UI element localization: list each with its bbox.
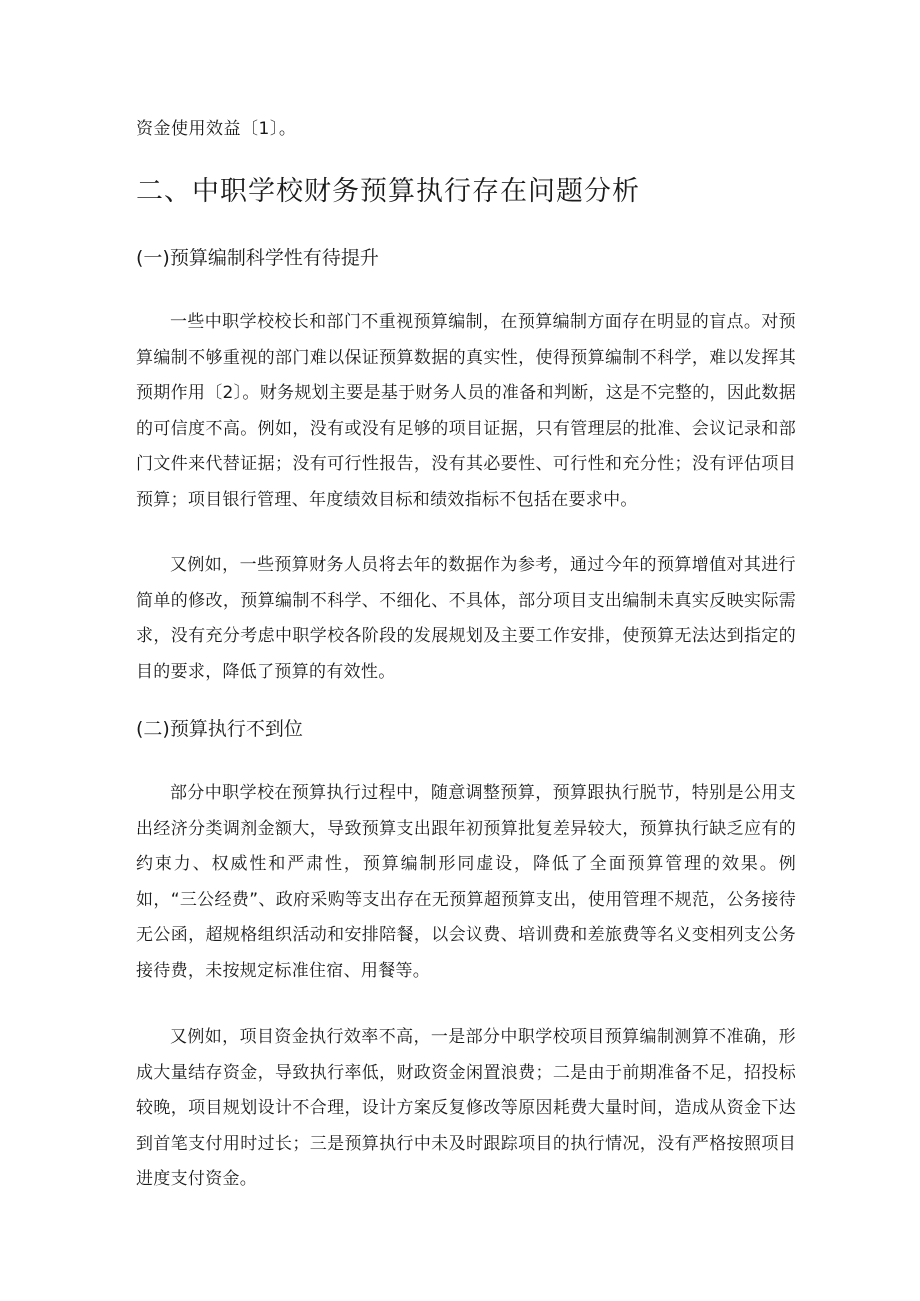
section-title: 二、中职学校财务预算执行存在问题分析 xyxy=(136,176,640,207)
subsection-2-body-2 xyxy=(136,1020,796,1198)
subsection-1-body xyxy=(136,305,796,518)
intro-line: 资金使用效益〔1〕。 xyxy=(136,119,297,139)
paragraph: 一些中职学校校长和部门不重视预算编制，在预算编制方面存在明显的盲点。对预算编制不够重视的部门难以保证预算数据的真实性，使得预算编制不科学，难以发挥其预期作用〔2〕。财务规划主要是基于财务人员的准备和判断，这是不完整的，因此数据的可信度不高。例如，没有或没有足够的项目证据，只有管理层的批准、会议记录和部门文件来代替证据；没有可行性报告，没有其必要性、可行性和充分性；没有评估项目预算；项目银行管理、年度绩效目标和绩效指标不包括在要求中。 xyxy=(136,312,797,510)
subsection-1-body-2 xyxy=(136,548,796,690)
subsection-2-title: (二)预算执行不到位 xyxy=(136,718,303,740)
paragraph: 又例如，项目资金执行效率不高，一是部分中职学校项目预算编制测算不准确，形成大量结存资金，导致执行率低，财政资金闲置浪费；二是由于前期准备不足，招投标较晚，项目规划设计不合理，设计方案反复修改等原因耗费大量时间，造成从资金下达到首笔支付用时过长；三是预算执行中未及时跟踪项目的执行情况，没有严格按照项目进度支付资金。 xyxy=(136,1027,796,1189)
paragraph: 部分中职学校在预算执行过程中，随意调整预算，预算跟执行脱节，特别是公用支出经济分类调剂金额大，导致预算支出跟年初预算批复差异较大，预算执行缺乏应有的约束力、权威性和严肃性，预算编制形同虚设，降低了全面预算管理的效果。例如，“三公经费”、政府采购等支出存在无预算超预算支出，使用管理不规范，公务接待无公函，超规格组织活动和安排陪餐，以会议费、培训费和差旅费等名义变相列支公务接待费，未按规定标准住宿、用餐等。 xyxy=(136,783,796,981)
paragraph: 又例如，一些预算财务人员将去年的数据作为参考，通过今年的预算增值对其进行简单的修改，预算编制不科学、不细化、不具体，部分项目支出编制未真实反映实际需求，没有充分考虑中职学校各阶段的发展规划及主要工作安排，使预算无法达到指定的目的要求，降低了预算的有效性。 xyxy=(136,555,796,682)
subsection-2-body xyxy=(136,776,796,989)
subsection-1-title: (一)预算编制科学性有待提升 xyxy=(136,247,379,269)
